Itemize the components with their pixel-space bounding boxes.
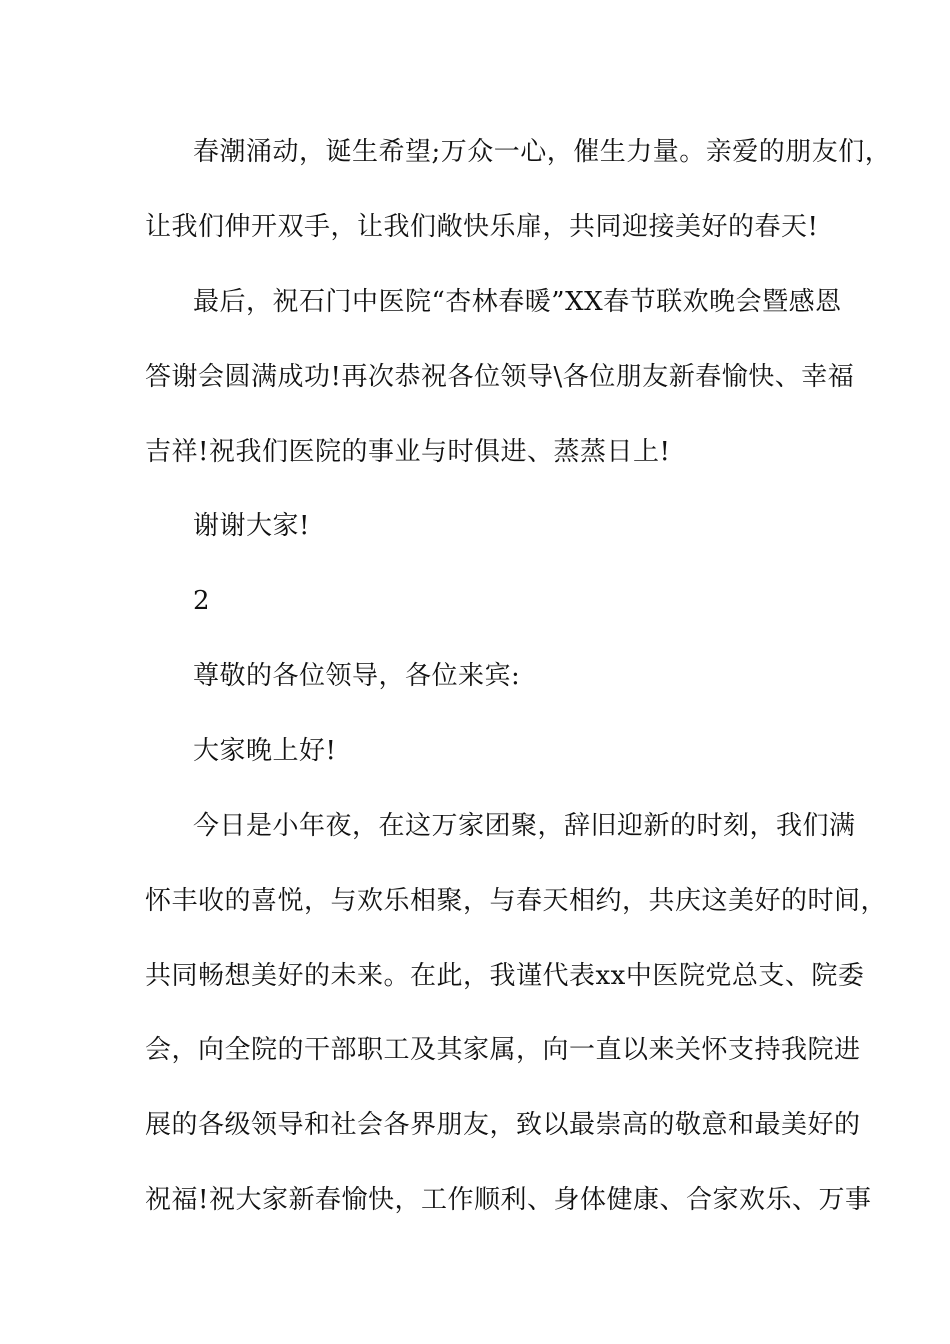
paragraph-line: 怀丰收的喜悦，与欢乐相聚，与春天相约，共庆这美好的时间， [145,886,888,916]
paragraph-line: 今日是小年夜，在这万家团聚，辞旧迎新的时刻，我们满 [193,811,856,841]
paragraph-line: 答谢会圆满成功!再次恭祝各位领导\各位朋友新春愉快、幸福 [145,362,855,392]
section-number: 2 [193,586,211,616]
paragraph-line: 春潮涌动，诞生希望;万众一心，催生力量。亲爱的朋友们， [193,137,892,167]
paragraph-line: 共同畅想美好的未来。在此，我谨代表xx中医院党总支、院委 [145,961,865,991]
closing-line: 谢谢大家! [193,511,310,541]
paragraph-line: 会，向全院的干部职工及其家属，向一直以来关怀支持我院进 [145,1035,861,1065]
paragraph-line: 展的各级领导和社会各界朋友，致以最崇高的敬意和最美好的 [145,1110,861,1140]
paragraph-line: 让我们伸开双手，让我们敞快乐扉，共同迎接美好的春天! [145,212,819,242]
paragraph-line: 吉祥!祝我们医院的事业与时俱进、蒸蒸日上! [145,437,671,467]
salutation-line: 尊敬的各位领导，各位来宾: [193,661,521,691]
paragraph-line: 最后，祝石门中医院“杏林春暖”XX春节联欢晚会暨感恩 [193,287,842,317]
greeting-line: 大家晚上好! [193,736,337,766]
paragraph-line: 祝福!祝大家新春愉快，工作顺利、身体健康、合家欢乐、万事 [145,1185,872,1215]
